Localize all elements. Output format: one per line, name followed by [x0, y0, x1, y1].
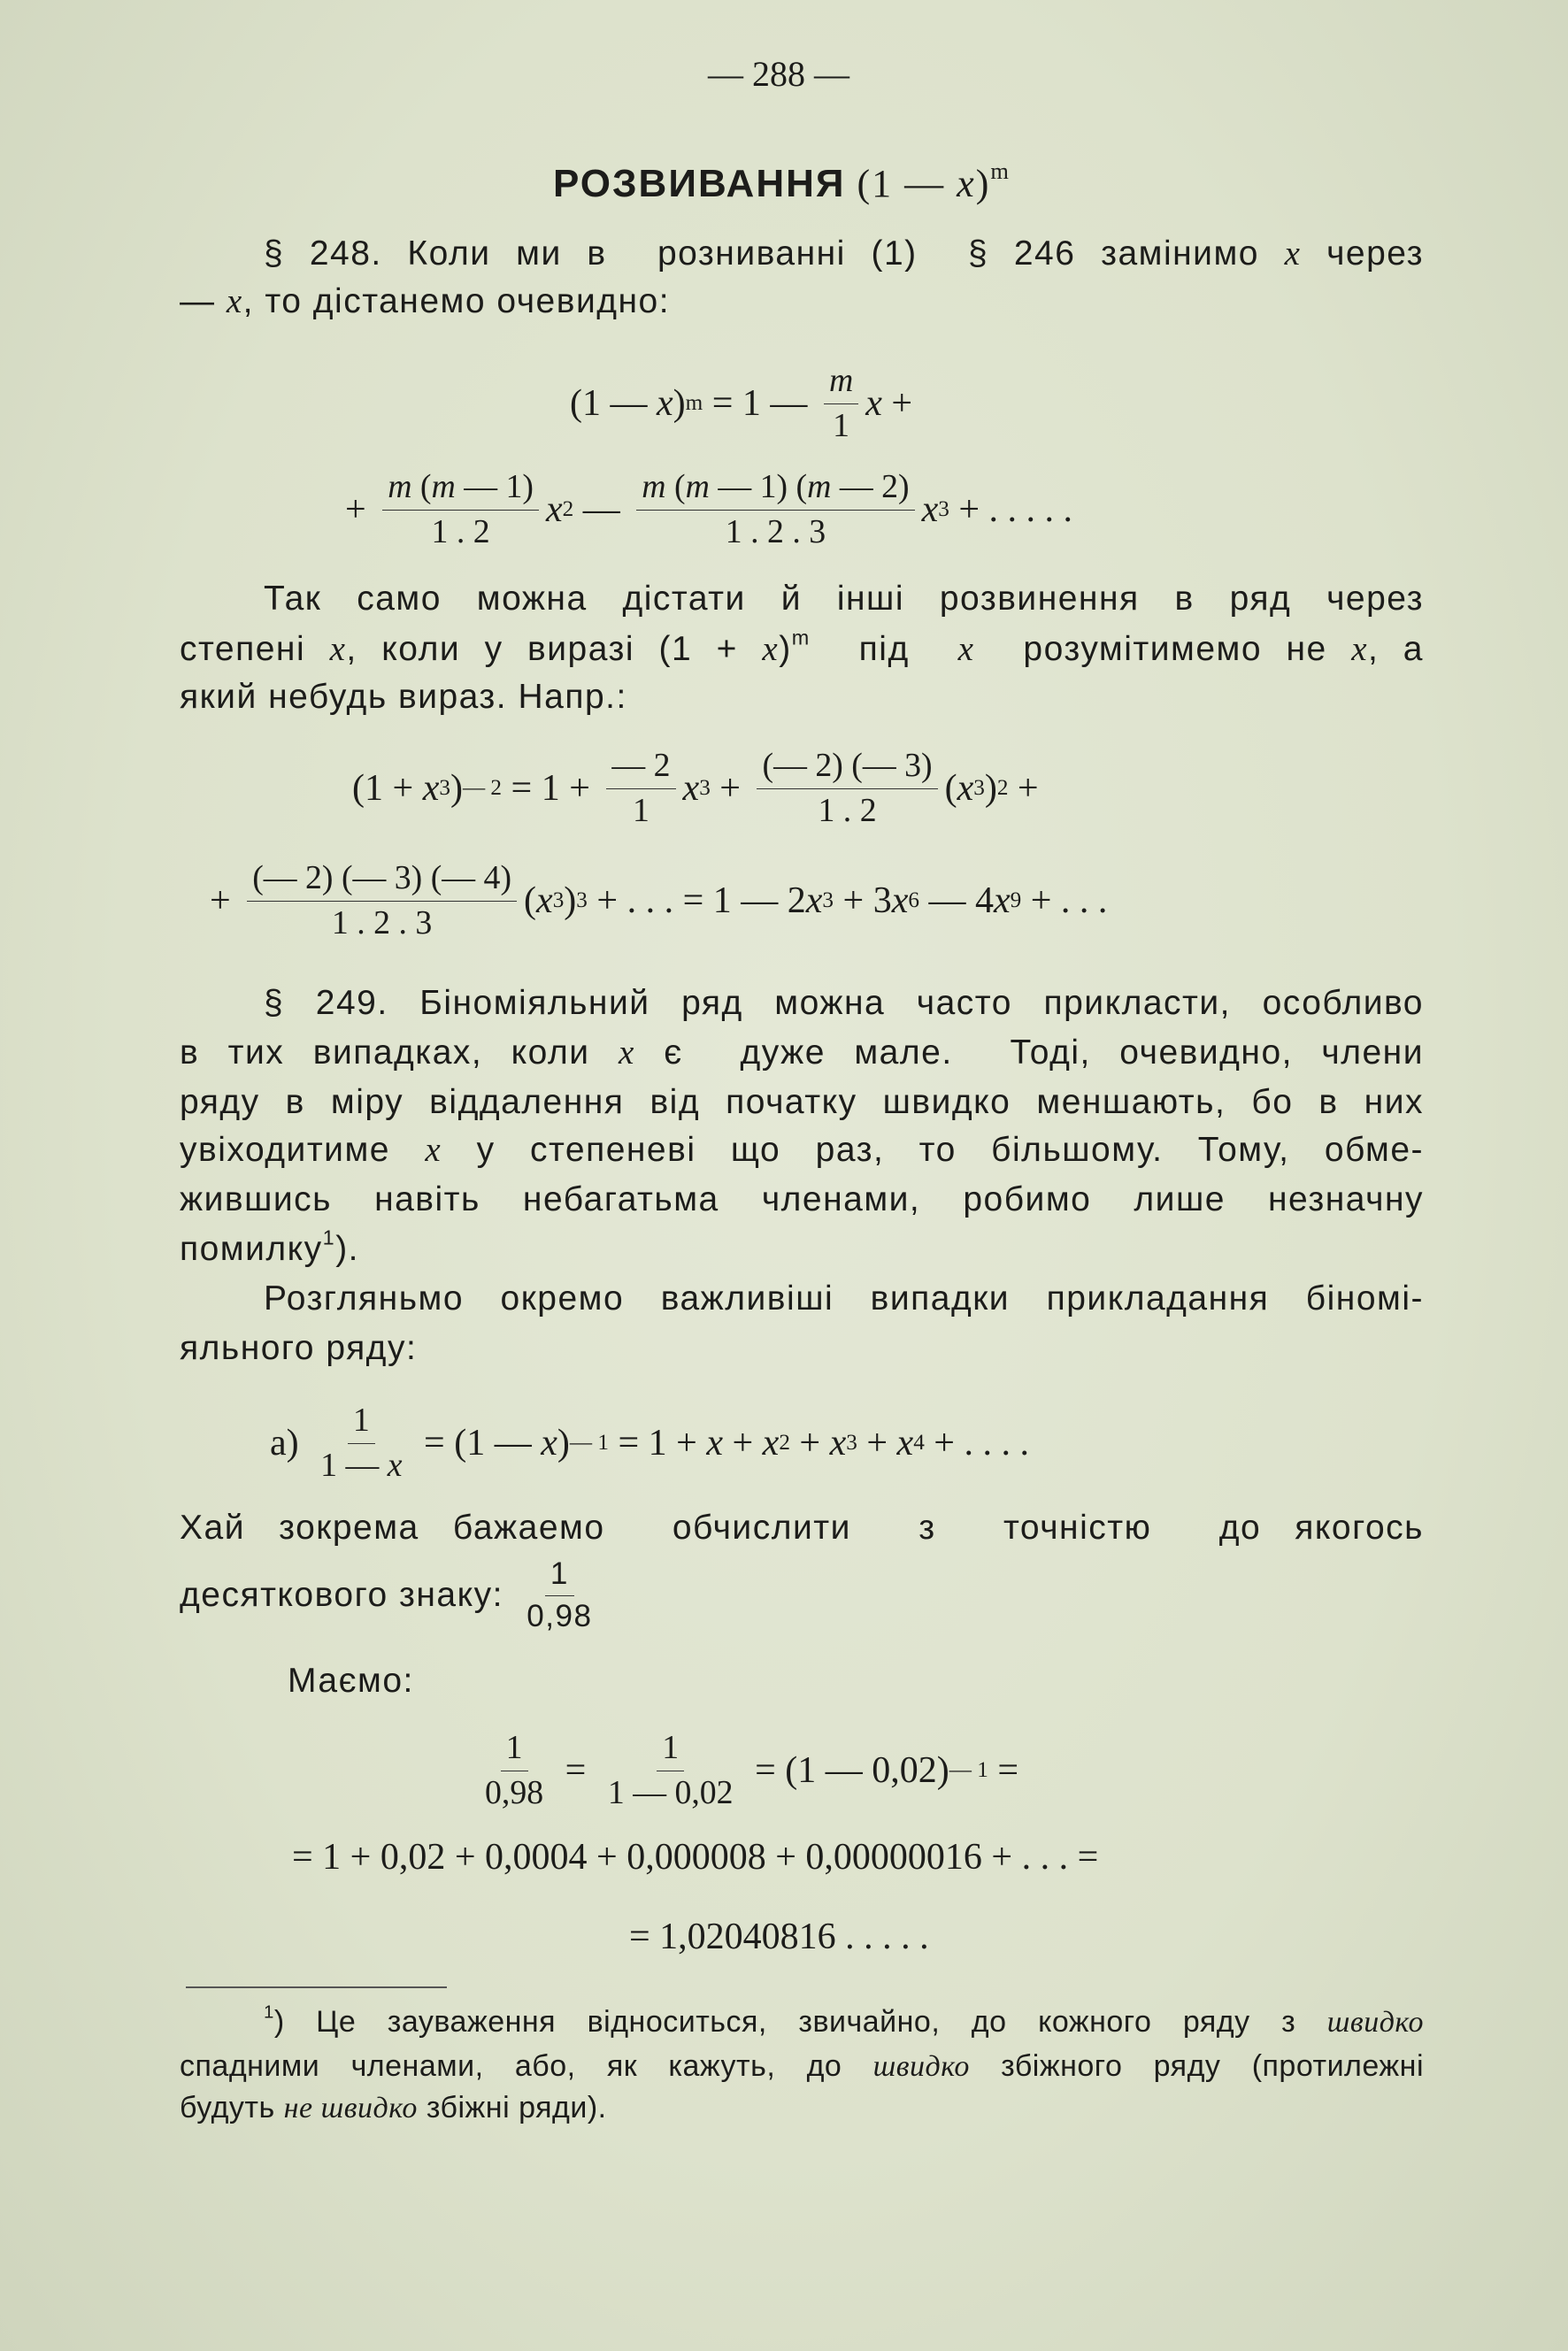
- fraction-numerator: [247, 860, 517, 902]
- math-text: 0,98: [485, 1773, 544, 1811]
- text-line: [180, 1508, 1424, 1548]
- math-text: = (1 —: [414, 1423, 542, 1464]
- text-segment: , то дістанемо очевидно:: [242, 282, 671, 320]
- superscript: 1: [322, 1225, 336, 1249]
- math-text: (: [665, 468, 686, 505]
- fraction-denominator: [812, 789, 881, 830]
- math-text: ): [673, 383, 686, 425]
- fraction: [824, 363, 858, 444]
- italic-variable: x: [422, 768, 440, 810]
- text-segment: через: [1301, 234, 1424, 273]
- text-segment: під: [810, 630, 958, 668]
- italic-variable: m: [388, 468, 412, 505]
- text-segment: є дуже мале. Тоді, очевидно, члени: [634, 1033, 1424, 1072]
- italic-variable: x: [957, 768, 974, 810]
- text-segment: степені: [180, 630, 330, 668]
- italic-variable: m: [685, 468, 710, 505]
- fraction-numerator: [501, 1730, 528, 1771]
- italic-variable: x: [1284, 234, 1302, 273]
- fraction-numerator: [348, 1402, 375, 1444]
- text-line: [180, 983, 1424, 1024]
- fraction-numerator: [636, 469, 914, 511]
- math-text: +: [710, 768, 750, 810]
- math-text: 1 — 0,02: [607, 1773, 734, 1811]
- text-segment: Хай зокрема бажаемо обчислити з точністю до якогось: [180, 1509, 1424, 1547]
- italic-variable: x: [329, 630, 347, 668]
- text-line: [180, 1279, 1424, 1319]
- fraction-numerator: [382, 469, 539, 511]
- text-line: [180, 626, 1424, 670]
- math-text: = (1 — 0,02): [745, 1750, 949, 1792]
- math-text: +: [789, 1423, 830, 1464]
- italic-variable: x: [829, 1423, 847, 1464]
- italic-variable: x: [546, 489, 563, 531]
- footnote-rule: [186, 1986, 447, 1988]
- math-text: (1 +: [352, 768, 423, 810]
- math-text: — 2): [831, 468, 910, 505]
- math-text: +: [210, 880, 241, 922]
- math-text: 1 . 2 . 3: [331, 903, 433, 941]
- italic-variable: x: [921, 489, 939, 531]
- math-text: 1 —: [320, 1446, 388, 1484]
- fraction: [757, 748, 937, 829]
- math-text: + . . . . .: [949, 489, 1073, 531]
- fraction-denominator: [720, 511, 831, 551]
- fraction-numerator: [545, 1557, 574, 1596]
- section-title: [553, 158, 1011, 206]
- fraction-denominator: [627, 789, 655, 830]
- equation-1: (1 — x ) m = 1 — $\frac{m}{1}$ x +: [570, 362, 913, 444]
- italic-variable: не швидко: [283, 2092, 418, 2124]
- math-text: (1 —: [845, 162, 957, 205]
- italic-variable: x: [896, 1423, 914, 1464]
- equation-6: [292, 1836, 1098, 1878]
- fraction: [247, 860, 517, 941]
- text-line-fraction: [180, 1557, 1424, 1633]
- math-text: а): [270, 1423, 309, 1464]
- text-segment: Так само можна дістати й інші розвинення в ряд через: [264, 580, 1424, 618]
- math-text: + . . . = 1 — 2: [587, 880, 806, 922]
- footnote-line: [180, 2046, 1424, 2087]
- text-line: [180, 1328, 1424, 1369]
- text-segment: увіходитиме: [180, 1131, 426, 1169]
- math-text: ): [557, 1423, 570, 1464]
- italic-variable: x: [1351, 630, 1368, 668]
- math-text: (: [411, 468, 432, 505]
- italic-variable: x: [425, 1131, 442, 1169]
- math-text: 1: [662, 1729, 680, 1766]
- text-segment: жившись навіть небагатьма членами, робимо лише незначну: [180, 1180, 1424, 1218]
- text-segment: яльного ряду:: [180, 1329, 418, 1367]
- text-line: [180, 281, 1424, 322]
- math-text: =: [556, 1750, 596, 1792]
- italic-variable: x: [541, 1423, 557, 1464]
- text-segment: Розгляньмо окремо важливіші випадки прикладання біномі-: [264, 1279, 1424, 1318]
- text-segment: —: [180, 282, 227, 320]
- italic-variable: x: [762, 630, 780, 668]
- text-line: [180, 1082, 1424, 1123]
- math-text: (: [524, 880, 537, 922]
- superscript: m: [990, 158, 1011, 185]
- fraction-numerator: [824, 363, 858, 404]
- math-text: —: [573, 489, 630, 531]
- math-text: = 1,02040816 . . . . .: [629, 1917, 929, 1957]
- italic-variable: x: [762, 1423, 780, 1464]
- fraction-denominator: [827, 404, 855, 445]
- text-line: [180, 234, 1424, 274]
- text-segment: ряду в міру віддалення від початку швидко меншають, бо в них: [180, 1083, 1424, 1121]
- text-segment: в тих випадках, коли: [180, 1033, 619, 1072]
- equation-2: + $\frac{m (m — 1)}{1 . 2}$ x 2 — $\frac{m (m — 1) (m — 2)}{1 . 2 . 3}$ x 3 + . . . . .: [345, 468, 1073, 550]
- math-text: (: [944, 768, 957, 810]
- math-text: 0,98: [527, 1598, 593, 1633]
- fraction: [636, 469, 914, 550]
- text-segment: § 249. Біноміяльний ряд можна часто прикласти, особливо: [264, 984, 1424, 1022]
- math-text: (1 —: [570, 383, 657, 425]
- math-text: + . . . .: [924, 1423, 1029, 1464]
- math-text: — 4: [919, 880, 994, 922]
- math-text: 1: [833, 406, 850, 444]
- math-text: = 1 +: [502, 768, 600, 810]
- italic-variable: x: [536, 880, 553, 922]
- title-expr: [845, 158, 1011, 205]
- math-text: 1 . 2: [431, 512, 490, 550]
- text-line: [180, 1130, 1424, 1171]
- math-text: +: [345, 489, 376, 531]
- fraction-denominator: [603, 1771, 739, 1812]
- italic-variable: x: [706, 1423, 723, 1464]
- italic-variable: m: [828, 362, 854, 399]
- italic-variable: x: [957, 162, 976, 205]
- math-text: + . . .: [1021, 880, 1108, 922]
- italic-variable: x: [618, 1033, 635, 1072]
- math-text: = 1 +: [608, 1423, 707, 1464]
- text-segment: десяткового знаку:: [180, 1576, 515, 1615]
- math-text: 1: [505, 1729, 523, 1766]
- superscript: m: [791, 626, 811, 649]
- page-number: — 288 —: [708, 54, 849, 94]
- equation-3: (1 + x 3 ) — 2 = 1 + $\frac{— 2}{1}$ x 3 + $\frac{(— 2) (— 3)}{1 . 2}$ ( x 3 ) 2 +: [352, 747, 1039, 829]
- text-segment: ).: [335, 1230, 360, 1268]
- fraction-denominator: [480, 1771, 549, 1812]
- text-line: [180, 1033, 1424, 1073]
- italic-variable: x: [387, 1446, 403, 1484]
- text-line: [180, 1225, 1424, 1270]
- math-text: + 3: [834, 880, 892, 922]
- math-text: +: [722, 1423, 763, 1464]
- text-segment: , а: [1368, 630, 1424, 668]
- fraction-numerator: [757, 748, 937, 789]
- equation-4: + $\frac{(— 2) (— 3) (— 4)}{1 . 2 . 3}$ ( x 3 ) 3 + . . . = 1 — 2 x 3 + 3 x 6 — 4 x 9 + . . .: [210, 859, 1108, 941]
- text-segment: який небудь вираз. Напр.:: [180, 678, 627, 716]
- math-text: +: [881, 383, 913, 425]
- italic-variable: x: [865, 383, 882, 425]
- fraction: [521, 1557, 597, 1633]
- math-text: = 1 + 0,02 + 0,0004 + 0,000008 + 0,00000016 + . . . =: [292, 1837, 1099, 1878]
- text-segment: спадними членами, або, як кажуть, до: [180, 2049, 873, 2083]
- math-text: +: [1008, 768, 1039, 810]
- fraction: [480, 1730, 549, 1811]
- fraction: [606, 748, 675, 829]
- math-text: =: [988, 1750, 1019, 1792]
- italic-variable: m: [642, 468, 666, 505]
- equation-5: $\frac{1}{0,98}$ = $\frac{1}{1 — 0,02}$ = (1 — 0,02) — 1 =: [473, 1730, 1018, 1811]
- fraction-denominator: [427, 511, 496, 551]
- math-text: 1: [352, 1402, 370, 1439]
- text-line: [180, 579, 1424, 619]
- text-segment: § 248. Коли ми в розниванні (1) § 246 замінимо: [264, 234, 1285, 273]
- fraction: [603, 1730, 739, 1811]
- italic-variable: x: [805, 880, 823, 922]
- fraction-denominator: [315, 1444, 407, 1485]
- math-text: — 1): [455, 468, 534, 505]
- fraction-numerator: [657, 1730, 684, 1771]
- mayemo-label: Маємо:: [288, 1662, 414, 1700]
- math-text: ): [564, 880, 577, 922]
- equation-7: [629, 1916, 929, 1958]
- title-text: РОЗВИВАННЯ: [553, 162, 846, 205]
- math-text: — 2: [611, 747, 671, 784]
- math-text: 1 . 2: [818, 791, 877, 829]
- text-segment: збіжного ряду (протилежні: [969, 2049, 1424, 2083]
- italic-variable: m: [807, 468, 832, 505]
- footnote-line: [180, 2087, 1424, 2129]
- footnote-line: [180, 2001, 1424, 2043]
- italic-variable: x: [657, 383, 673, 425]
- text-segment: у степеневі що раз, то більшому. Тому, обме-: [442, 1131, 1425, 1169]
- fraction-denominator: [327, 902, 437, 942]
- math-text: ): [975, 162, 991, 205]
- italic-variable: x: [226, 282, 243, 320]
- text-segment: розумітимемо не: [974, 630, 1352, 668]
- text-line: [180, 1179, 1424, 1220]
- text-segment: ) Це зауваження відноситься, звичайно, до кожного ряду з: [273, 2005, 1327, 2039]
- math-text: (— 2) (— 3): [762, 747, 933, 784]
- fraction: [315, 1402, 407, 1484]
- text-segment: ): [779, 630, 792, 668]
- italic-variable: x: [993, 880, 1011, 922]
- text-segment: збіжні ряди).: [417, 2091, 607, 2124]
- math-text: 1: [550, 1556, 569, 1591]
- math-text: +: [857, 1423, 897, 1464]
- math-text: = 1 —: [703, 383, 817, 425]
- equation-a: а) $\frac{1}{1 — x}$ = (1 — x ) — 1 = 1 + x + x 2 + x 3 + x 4 + . . . .: [270, 1402, 1029, 1484]
- math-text: 1: [633, 791, 649, 829]
- math-text: — 1) (: [709, 468, 808, 505]
- text-segment: будуть: [180, 2091, 284, 2124]
- italic-variable: m: [431, 468, 456, 505]
- fraction-denominator: [521, 1596, 597, 1634]
- text-segment: помилку: [180, 1230, 323, 1268]
- superscript: 1: [264, 2002, 274, 2023]
- italic-variable: швидко: [872, 2050, 970, 2083]
- fraction-numerator: [606, 748, 675, 789]
- italic-variable: швидко: [1326, 2006, 1424, 2039]
- italic-variable: x: [891, 880, 909, 922]
- math-text: 1 . 2 . 3: [725, 512, 826, 550]
- math-text: (— 2) (— 3) (— 4): [252, 859, 512, 896]
- italic-variable: x: [957, 630, 975, 668]
- fraction: [382, 469, 539, 550]
- math-text: ): [450, 768, 463, 810]
- text-line: [180, 677, 1424, 718]
- math-text: ): [984, 768, 997, 810]
- italic-variable: x: [682, 768, 700, 810]
- text-segment: , коли у виразі (1 +: [346, 630, 763, 668]
